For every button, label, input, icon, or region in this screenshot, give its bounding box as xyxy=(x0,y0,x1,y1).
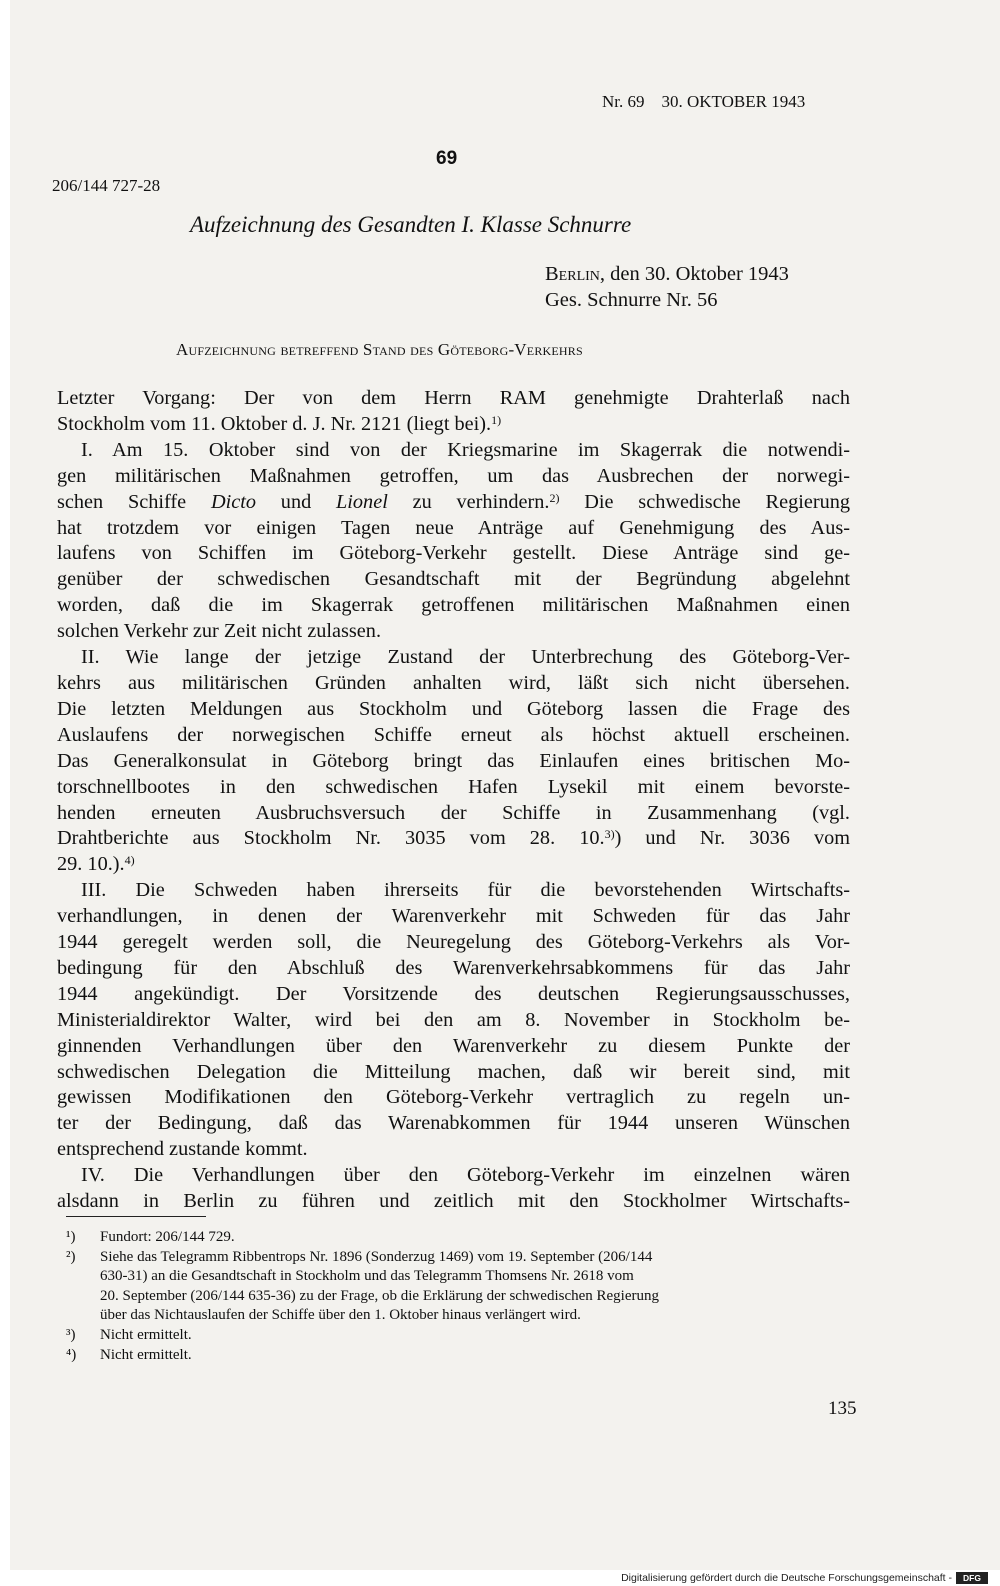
ship-name: Dicto xyxy=(210,490,257,513)
text-line: gewissen Modifikationen den Göteborg-Verkehr vertraglich zu regeln un- xyxy=(57,1086,850,1109)
text-line: ginnenden Verhandlungen über den Warenverkehr zu diesem Punkte der xyxy=(57,1034,850,1057)
running-head: Nr. 69 30. OKTOBER 1943 xyxy=(602,92,806,111)
text-line: schwedischen Delegation die Mitteilung machen, daß wir bereit sind, mit xyxy=(57,1060,850,1083)
text-line: Die letzten Meldungen aus Stockholm und Göteborg lassen die Frage des xyxy=(57,697,850,720)
text-line: I. Am 15. Oktober sind von der Kriegsmarine im Skagerrak die notwendi- xyxy=(81,438,850,461)
place-date xyxy=(545,261,789,287)
text-line: Stockholm vom 11. Oktober d. J. Nr. 2121 (liegt bei).$^{1)}$ xyxy=(57,412,502,435)
text-line: Auslaufens der norwegischen Schiffe erneut als höchst aktuell erscheinen. xyxy=(57,723,850,746)
footnote-ref: 2) xyxy=(549,490,560,505)
body-text xyxy=(57,386,850,1215)
footnote-ref: 4) xyxy=(124,853,135,868)
text-line: Ministerialdirektor Walter, wird bei den am 8. November in Stockholm be- xyxy=(57,1008,850,1031)
text-line: Drahtberichte aus Stockholm Nr. 3035 vom 28. 10.$^{3)}$) und Nr. 3036 vom xyxy=(57,827,850,850)
text-line: schen Schiffe Dicto und Lionel zu verhindern.$^{2)}$ Die schwedische Regierung xyxy=(57,490,851,513)
text-line: entsprechend zustande kommt. xyxy=(57,1138,308,1161)
date-text: , den 30. Oktober 1943 xyxy=(599,263,789,285)
document-number: 69 xyxy=(436,148,458,169)
funding-credit: Digitalisierung gefördert durch die Deutsche Forschungsgemeinschaft - xyxy=(621,1572,952,1584)
document-title: Aufzeichnung des Gesandten I. Klasse Schnurre xyxy=(190,212,632,237)
text-line: alsdann in Berlin zu führen und zeitlich mit den Stockholmer Wirtschafts- xyxy=(57,1190,850,1213)
text-line: laufens von Schiffen im Göteborg-Verkehr gestellt. Diese Anträge sind ge- xyxy=(57,542,850,565)
footnote-line: Fundort: 206/144 729. xyxy=(100,1229,235,1245)
footnote xyxy=(66,1326,866,1346)
text-line: solchen Verkehr zur Zeit nicht zulassen. xyxy=(57,620,382,643)
text-line: IV. Die Verhandlungen über den Göteborg-Verkehr im einzelnen wären xyxy=(81,1164,850,1187)
footnote-line: Nicht ermittelt. xyxy=(100,1326,192,1343)
text-line: ter der Bedingung, daß das Warenabkommen für 1944 unseren Wünschen xyxy=(57,1112,850,1135)
footnote-number: ³) xyxy=(66,1326,76,1343)
text-line: hat trotzdem vor einigen Tagen neue Anträge auf Genehmigung des Aus- xyxy=(57,516,850,539)
text-line: Das Generalkonsulat in Göteborg bringt das Einlaufen eines britischen Mo- xyxy=(57,749,850,772)
footnote-line: 20. September (206/144 635-36) zu der Frage, ob die Erklärung der schwedischen Regierung xyxy=(100,1287,660,1304)
text-line: kehrs aus militärischen Gründen anhalten wird, läßt sich nicht übersehen. xyxy=(57,671,850,694)
footnote-number: ⁴) xyxy=(66,1346,77,1363)
footnote-line: über das Nichtauslaufen der Schiffe über den 1. Oktober hinaus verlängert wird. xyxy=(100,1307,581,1324)
footnote-line: Nicht ermittelt. xyxy=(100,1346,192,1363)
document-page xyxy=(10,0,1000,1570)
ship-name: Lionel xyxy=(336,490,388,513)
reference-number: Ges. Schnurre Nr. 56 xyxy=(545,289,718,311)
place-date-block xyxy=(545,261,789,313)
section-heading: Aufzeichnung betreffend Stand des Göteborg-Verkehrs xyxy=(176,340,583,359)
digitization-footer xyxy=(0,1570,1000,1586)
footnote xyxy=(66,1228,866,1248)
footnote xyxy=(66,1346,866,1366)
place-name: Berlin xyxy=(545,263,600,285)
footnote-number: ²) xyxy=(66,1248,76,1265)
page-number: 135 xyxy=(828,1398,857,1419)
text-line: II. Wie lange der jetzige Zustand der Unterbrechung des Göteborg-Ver- xyxy=(81,646,850,669)
text-line: verhandlungen, in denen der Warenverkehr mit Schweden für das Jahr xyxy=(57,905,850,928)
text-line: gen militärischen Maßnahmen getroffen, um das Ausbrechen der norwegi- xyxy=(57,464,850,487)
text-line: bedingung für den Abschluß des Warenverkehrsabkommens für das Jahr xyxy=(57,956,850,979)
footnote-divider xyxy=(66,1216,206,1217)
footnote-number: ¹) xyxy=(66,1229,76,1245)
footnotes xyxy=(66,1228,866,1365)
footnote-line: 630-31) an die Gesandtschaft in Stockholm und das Telegramm Thomsens Nr. 2618 vom xyxy=(100,1268,634,1285)
text-line: torschnellbootes in den schwedischen Hafen Lysekil mit einem bevorste- xyxy=(57,775,850,798)
text-line: 1944 geregelt werden soll, die Neuregelung des Göteborg-Verkehrs als Vor- xyxy=(57,931,850,954)
text-line: henden erneuten Ausbruchsversuch der Schiffe in Zusammenhang (vgl. xyxy=(57,801,850,824)
text-line: 1944 angekündigt. Der Vorsitzende des deutschen Regierungsausschusses, xyxy=(57,982,850,1005)
dfg-logo: DFG xyxy=(956,1572,988,1584)
footnote-ref: 3) xyxy=(604,827,615,842)
footnote xyxy=(66,1248,866,1326)
footnote-line: Siehe das Telegramm Ribbentrops Nr. 1896 (Sonderzug 1469) vom 19. September (206/144 xyxy=(100,1248,653,1265)
text-line: III. Die Schweden haben ihrerseits für die bevorstehenden Wirtschafts- xyxy=(81,879,850,902)
text-line: 29. 10.).$^{4)}$ xyxy=(57,853,135,876)
text-line: worden, daß die im Skagerrak getroffenen militärischen Maßnahmen einen xyxy=(57,594,850,617)
archive-reference: 206/144 727-28 xyxy=(52,176,161,195)
footnote-ref: 1) xyxy=(491,412,502,427)
text-line: Letzter Vorgang: Der von dem Herrn RAM genehmigte Drahterlaß nach xyxy=(57,387,850,409)
text-line: genüber der schwedischen Gesandtschaft mit der Begründung abgelehnt xyxy=(57,568,850,591)
